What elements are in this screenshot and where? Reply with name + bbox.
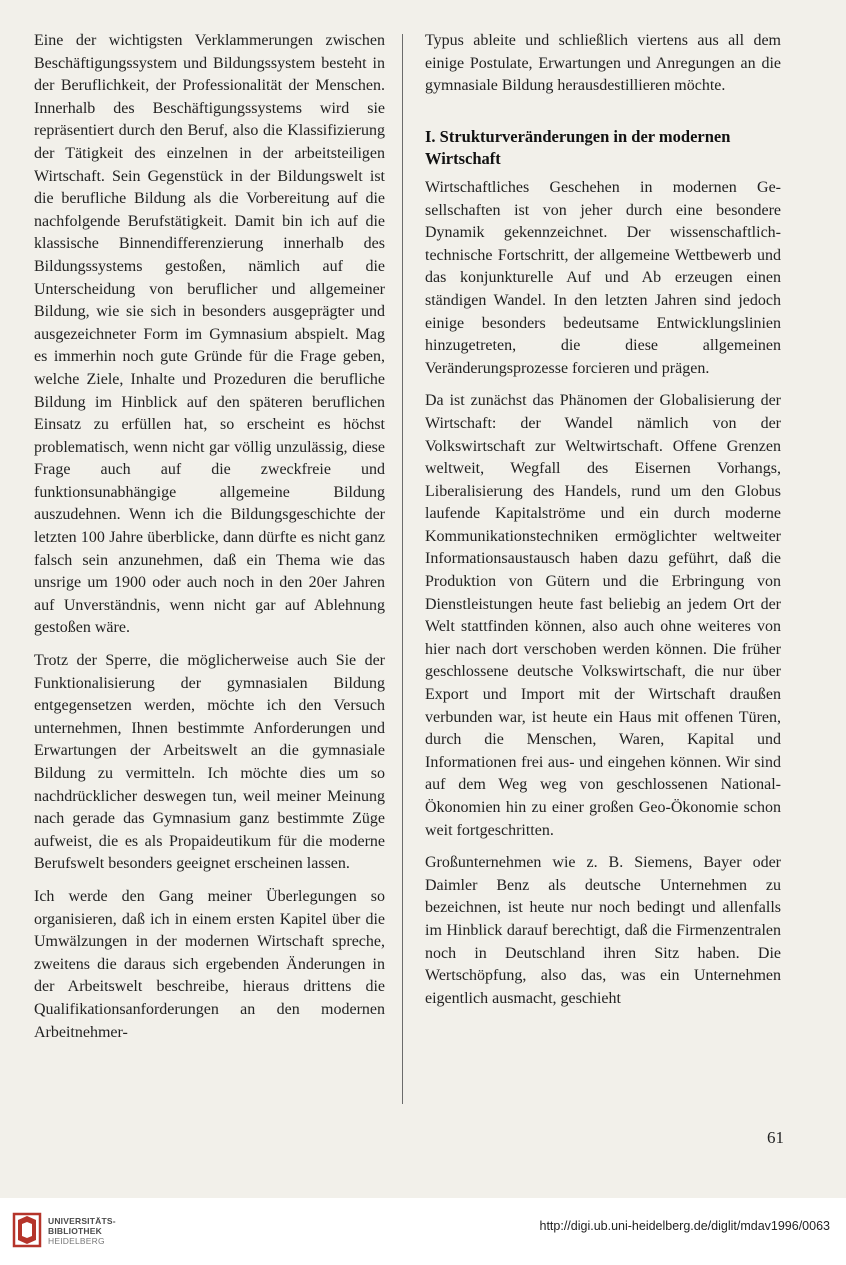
paragraph: Großunternehmen wie z. B. Siemens, Bayer oder Daimler Benz als deutsche Unternehmen zu bezeichnen, ist heute nur noch bedingt und allenfalls im Hinblick darauf berechtigt, daß die Firmenzentralen noch in Deutschland ihren Sitz haben. Die Wertschöpfung, also das, was ein Unternehmen eigentlich ausmacht, geschieht — [425, 854, 781, 1007]
logo-line: UNIVERSITÄTS- — [48, 1216, 116, 1226]
library-logo-icon — [12, 1210, 42, 1250]
paragraph: Trotz der Sperre, die möglicherweise auch Sie der Funktionalisierung der gymnasialen Bildung entgegensetzen werden, möchte ich den Versuch unternehmen, Ihnen bestimmte Anforderungen und Erwartungen der Arbeitswelt an die gymnasiale Bildung zu vermitteln. Ich möchte dies um so nachdrücklicher deswegen tun, weil meiner Meinung nach gerade das Gymnasium ganz bestimmte Züge aufweist, die es als Propaideutikum für die moderne Berufswelt besonders geeignet erscheinen lassen. — [34, 652, 385, 873]
paragraph: Wirtschaftliches Geschehen in modernen Gesellschaften ist von jeher durch eine besondere Dynamik gekennzeichnet. Der wissenschaftlich-technische Fortschritt, der allgemeine Wettbewerb und das konjunkturelle Auf und Ab erzeugen einen ständigen Wandel. In den letzten Jahren sind jedoch einige besonders bedeutsame Entwicklungslinien hinzugetreten, die diese allgemeinen Veränderungsprozesse forcieren und prägen. — [425, 178, 781, 377]
paragraph: Ich werde den Gang meiner Überlegungen so organisieren, daß ich in einem ersten Kapitel über die Umwälzungen in der modernen Wirtschaft spreche, zweitens die daraus sich ergebenden Änderungen in der Arbeitswelt beschreibe, hieraus drittens die Qualifikationsanforderungen an den modernen Arbeitnehmer- — [34, 887, 385, 1041]
library-logo-text — [48, 1216, 116, 1246]
paragraph: Da ist zunächst das Phänomen der Globalisierung der Wirtschaft: der Wandel nämlich von der Volkswirtschaft zur Weltwirtschaft. Offene Grenzen weltweit, Wegfall des Eisernen Vorhangs, Liberalisierung des Handels, rund um den Globus laufende Kapitalströme und ein durch moderne Kommunikationstechniken ermöglichter weltweiter Informationsaustausch haben dazu geführt, daß die Produktion von Gütern und die Erbringung von Dienstleistungen heute fast beliebig an jedem Ort der Welt stattfinden können, also auch ohne weiteres von hier nach dort verschoben werden können. Die früher geschlossene deutsche Volkswirtschaft, die nur über Export und Import mit der Wirtschaft draußen verbunden war, ist heute ein Haus mit offenen Türen, durch die Menschen, Waren, Kapital und Informationen frei aus- und eingehen können. Wir sind auf dem Weg weg von geschlossenen National-Ökonomien hin zu einer großen Geo-Ökonomie schon weit fortgeschritten. — [425, 392, 781, 839]
right-text-column — [425, 30, 781, 1020]
paragraph: Typus ableite und schließlich viertens aus all dem einige Postulate, Erwartungen und Anregungen an die gymnasiale Bildung herausdestillieren möchte. — [425, 32, 781, 95]
column-divider — [402, 34, 403, 1104]
logo-line: BIBLIOTHEK — [48, 1226, 102, 1236]
paragraph: Eine der wichtigsten Verklammerungen zwischen Beschäftigungssystem und Bildungssystem besteht in der Beruflichkeit, der Professionalität der Menschen. Innerhalb des Beschäftigungssystems wird sie repräsentiert durch den Beruf, also die Klassifizierung der Tätigkeit des einzelnen in der arbeitsteiligen Wirtschaft. Sein Gegenstück in der Bildungswelt ist die berufliche Bildung als die Vorbereitung auf die nachfolgende Berufstätigkeit. Damit bin ich auf die klassische Binnendifferenzierung innerhalb des Bildungssystems gestoßen, nämlich auf die Unterscheidung von beruflicher und allgemeiner Bildung, wie sie sich in besonders ausgeprägter und ausgezeichneter Form im Gymnasium abspielt. Mag es immerhin noch gute Gründe für die Frage geben, welche Ziele, Inhalte und Prozeduren die berufliche Bildung im Hinblick auf den späteren beruflichen Einsatz zu erfüllen hat, so erscheint es höchst problematisch, wenn nicht gar völlig unzulässig, diese Frage auch auf die zweckfreie und funktionsunabhängige allgemeine Bildung auszudehnen. Wenn ich die Bildungsgeschichte der letzten 100 Jahre überblicke, dann dürfte es nicht ganz falsch sein anzunehmen, daß ein Thema wie das unsrige um 1900 oder auch noch in den 20er Jahren auf Unverständnis, wenn nicht gar auf Ablehnung gestoßen wäre. — [34, 32, 385, 637]
logo-line: HEIDELBERG — [48, 1236, 105, 1246]
source-url[interactable]: http://digi.ub.uni-heidelberg.de/diglit/mdav1996/0063 — [539, 1219, 830, 1233]
left-text-column — [34, 30, 385, 1054]
section-heading: I. Strukturveränderungen in der modernen Wirtschaft — [425, 126, 731, 169]
page-number: 61 — [767, 1128, 784, 1147]
